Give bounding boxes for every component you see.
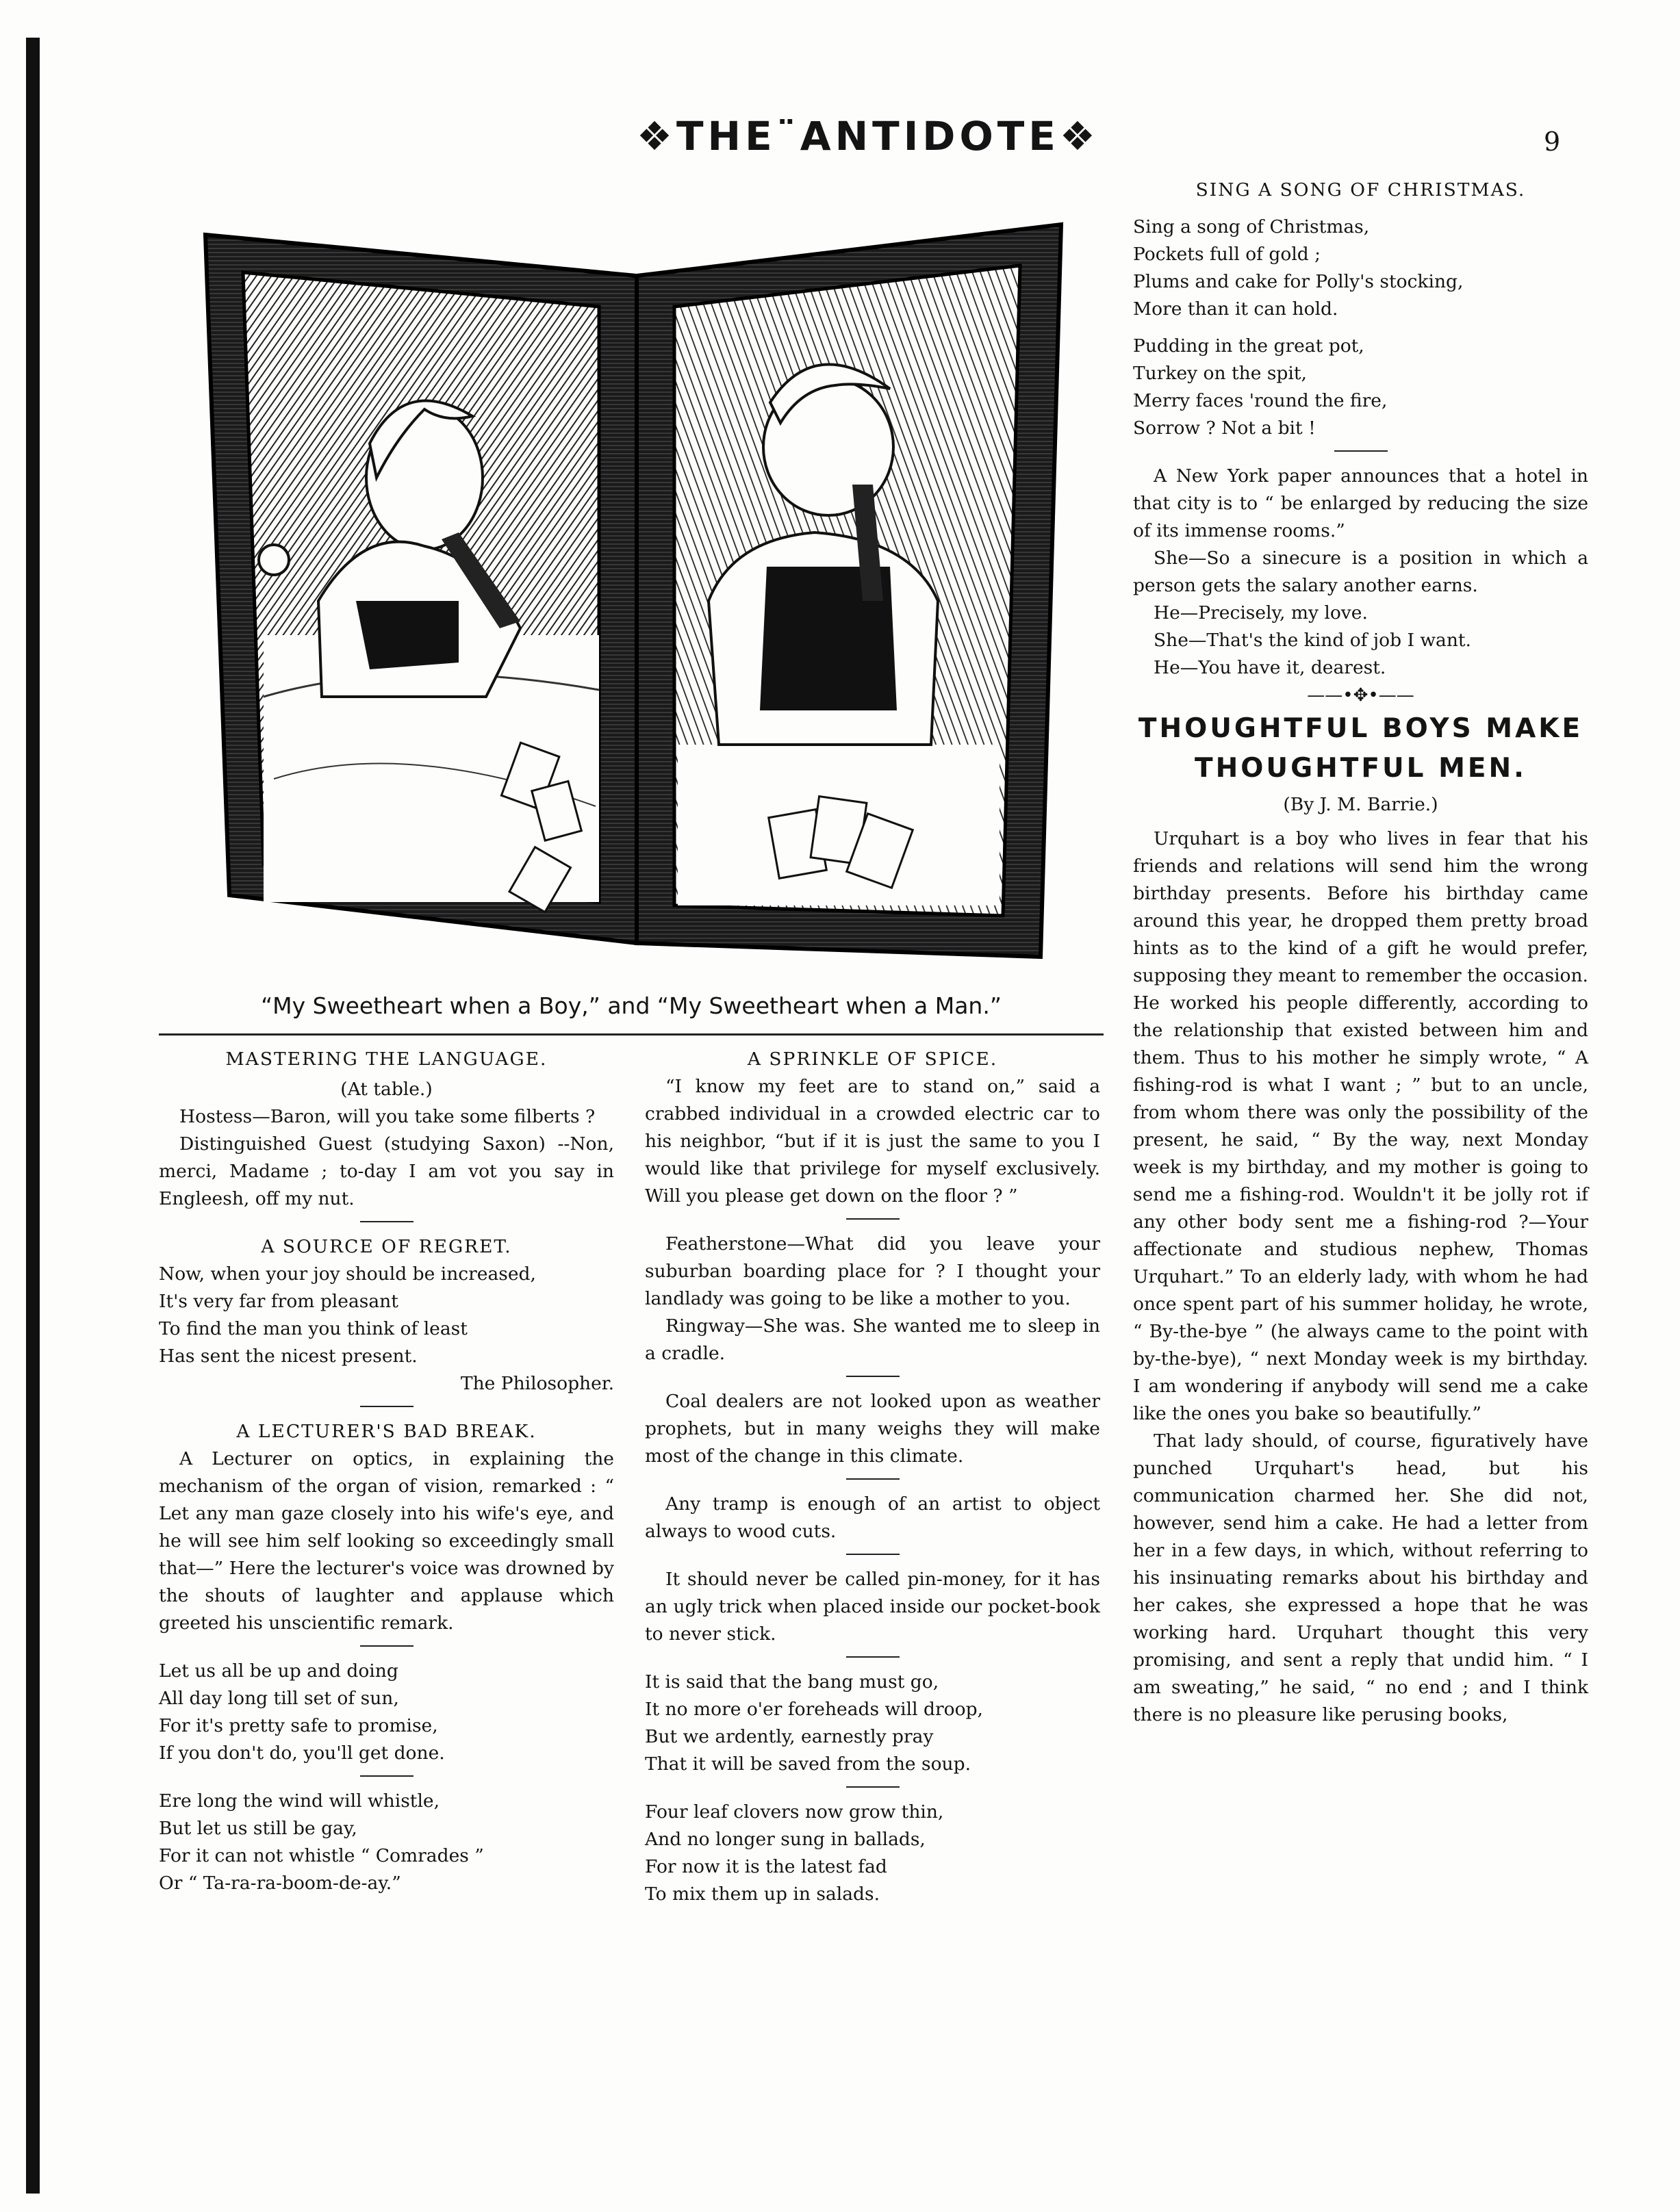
poem-line: And no longer sung in ballads, xyxy=(645,1829,926,1850)
separator xyxy=(846,1478,900,1480)
poem-line: More than it can hold. xyxy=(1133,298,1338,320)
spice-p1: “I know my feet are to stand on,” said a crabbed individual in a crowded electric car to his neighbor, “but if it is just the same to you I would like that privilege for myself exclusively. Will you please get down on the floor ? ” xyxy=(645,1076,1100,1207)
mastering-p2: Distinguished Guest (studying Saxon) --Non, merci, Madame ; to-day I am vot you say in Engleesh, off my nut. xyxy=(159,1133,614,1209)
right-frame xyxy=(637,224,1061,957)
spice-p4: Coal dealers are not looked upon as weather prophets, but in many weighs they will make most of the change in this climate. xyxy=(645,1391,1100,1467)
poem-line: Has sent the nicest present. xyxy=(159,1346,418,1367)
article-byline: (By J. M. Barrie.) xyxy=(1283,794,1438,815)
poem-line: Merry faces 'round the fire, xyxy=(1133,390,1388,411)
caption-rule xyxy=(159,1033,1104,1036)
hotel-p3: He—Precisely, my love. xyxy=(1154,602,1368,623)
spice-p5: Any tramp is enough of an artist to object always to wood cuts. xyxy=(645,1493,1100,1542)
middle-column xyxy=(645,1046,1100,1908)
hotel-p2: She—So a sinecure is a position in which a person gets the salary another earns. xyxy=(1133,548,1588,596)
spice-p3: Ringway—She was. She wanted me to sleep in a cradle. xyxy=(645,1315,1100,1364)
poem-line: All day long till set of sun, xyxy=(159,1688,399,1709)
article-title-line-1: THOUGHTFUL BOYS MAKE xyxy=(1138,713,1583,744)
christmas-stanza-2 xyxy=(1133,333,1588,442)
poem-line: If you don't do, you'll get done. xyxy=(159,1742,445,1764)
separator xyxy=(360,1775,413,1777)
spice-title: A SPRINKLE OF SPICE. xyxy=(747,1049,998,1070)
separator xyxy=(846,1376,900,1377)
poem-line: For now it is the latest fad xyxy=(645,1856,887,1877)
poem-line: Or “ Ta-ra-ra-boom-de-ay.” xyxy=(159,1873,401,1894)
spice-p2: Featherstone—What did you leave your suburban boarding place for ? I thought your landlady was going to be like a mother to you. xyxy=(645,1233,1100,1309)
poem-line: But we ardently, earnestly pray xyxy=(645,1726,934,1747)
spice-p6: It should never be called pin-money, for it has an ugly trick when placed inside our pocket-book to never stick. xyxy=(645,1569,1100,1645)
separator xyxy=(846,1554,900,1555)
poem-line: Ere long the wind will whistle, xyxy=(159,1790,440,1812)
separator xyxy=(360,1645,413,1647)
separator xyxy=(846,1218,900,1220)
regret-poem xyxy=(159,1261,614,1370)
middle-poem-1 xyxy=(645,1669,1100,1778)
poem-line: For it's pretty safe to promise, xyxy=(159,1715,438,1736)
christmas-title: SING A SONG OF CHRISTMAS. xyxy=(1195,179,1526,201)
article-title-line-2: THOUGHTFUL MEN. xyxy=(1195,753,1527,784)
poem-line: It is said that the bang must go, xyxy=(645,1671,939,1693)
page-edge-shadow xyxy=(26,38,40,2194)
separator xyxy=(846,1786,900,1788)
mastering-p1: Hostess—Baron, will you take some filberts ? xyxy=(179,1106,596,1127)
ornament: ——•✥•—— xyxy=(1307,685,1414,706)
regret-title: A SOURCE OF REGRET. xyxy=(261,1236,512,1257)
left-frame xyxy=(205,235,637,943)
mastering-title: MASTERING THE LANGUAGE. xyxy=(225,1049,548,1070)
lecturer-p1: A Lecturer on optics, in explaining the mechanism of the organ of vision, remarked : “ Let any man gaze closely into his wife's eye, and he will see him self looking so exceedingly small that—” Here the lecturer's voice was drowned by the shouts of laughter and applause which greeted his unscientific remark. xyxy=(159,1448,614,1634)
poem-line: Plums and cake for Polly's stocking, xyxy=(1133,271,1464,292)
separator xyxy=(360,1221,413,1222)
right-column xyxy=(1133,177,1588,1729)
hotel-p1: A New York paper announces that a hotel in that city is to “ be enlarged by reducing the size of its immense rooms.” xyxy=(1133,465,1588,541)
mastering-subtitle: (At table.) xyxy=(340,1079,433,1100)
separator xyxy=(846,1656,900,1658)
christmas-stanza-1 xyxy=(1133,214,1588,323)
poem-line: Let us all be up and doing xyxy=(159,1660,398,1682)
poem-line: Pudding in the great pot, xyxy=(1133,335,1364,357)
article-p2: That lady should, of course, figuratively have punched Urquhart's head, but his communication charmed her. She did not, however, send him a cake. He had a letter from her in a few days, in which, without referring to his insinuating remarks about his birthday and her cakes, she expressed a hope that he was working hard. Urquhart thought this very promising, and sent a reply that undid him. “ I am sweating,” he said, “ no end ; and I think there is no pleasure like perusing books, xyxy=(1133,1430,1588,1725)
illustration-caption: “My Sweetheart when a Boy,” and “My Sweetheart when a Man.” xyxy=(261,992,1002,1019)
hotel-p4: She—That's the kind of job I want. xyxy=(1154,630,1471,651)
poem-line: Pockets full of gold ; xyxy=(1133,244,1321,265)
poem-line: It's very far from pleasant xyxy=(159,1291,398,1312)
poem-line: Sing a song of Christmas, xyxy=(1133,216,1370,237)
left-poem-2 xyxy=(159,1788,614,1897)
poem-line: Four leaf clovers now grow thin, xyxy=(645,1801,944,1823)
left-poem-1 xyxy=(159,1658,614,1767)
poem-line: Now, when your joy should be increased, xyxy=(159,1263,536,1285)
separator xyxy=(1334,450,1388,452)
page-number: 9 xyxy=(1544,127,1561,157)
masthead: ❖THE¨ANTIDOTE❖ xyxy=(637,113,1099,159)
regret-credit: The Philosopher. xyxy=(460,1373,614,1394)
poem-line: That it will be saved from the soup. xyxy=(645,1753,971,1775)
poem-line: Sorrow ? Not a bit ! xyxy=(1133,417,1316,439)
left-column xyxy=(159,1046,614,1897)
separator xyxy=(360,1406,413,1407)
poem-line: But let us still be gay, xyxy=(159,1818,357,1839)
poem-line: It no more o'er foreheads will droop, xyxy=(645,1699,983,1720)
illustration-two-portraits xyxy=(199,218,1082,960)
hotel-p5: He—You have it, dearest. xyxy=(1154,657,1386,678)
middle-poem-2 xyxy=(645,1799,1100,1908)
article-p1: Urquhart is a boy who lives in fear that his friends and relations will send him the wrong birthday presents. Before his birthday came around this year, he dropped them pretty broad hints as to the kind of a gift he would prefer, supposing they meant to remember the occasion. He worked his people differently, according to the relationship that existed between him and them. Thus to his mother he simply wrote, “ A fishing-rod is what I want ; ” but to an uncle, from whom there was only the possibility of the present, he said, “ By the way, next Monday week is my birthday, and my mother is going to send me a fishing-rod. Wouldn't it be jolly rot if any other body sent me a fishing-rod ?—Your affectionate and studious nephew, Thomas Urquhart.” To an elderly lady, with whom he had once spent part of his summer holiday, he wrote, “ By-the-bye ” (he always came to the point with by-the-bye), “ next Monday week is my birthday. I am wondering if anybody will send me a cake like the ones you bake so beautifully.” xyxy=(1133,828,1588,1424)
lecturer-title: A LECTURER'S BAD BREAK. xyxy=(236,1421,537,1442)
poem-line: To mix them up in salads. xyxy=(645,1883,880,1905)
poem-line: For it can not whistle “ Comrades ” xyxy=(159,1845,484,1866)
poem-line: To find the man you think of least xyxy=(159,1318,468,1339)
poem-line: Turkey on the spit, xyxy=(1133,363,1307,384)
